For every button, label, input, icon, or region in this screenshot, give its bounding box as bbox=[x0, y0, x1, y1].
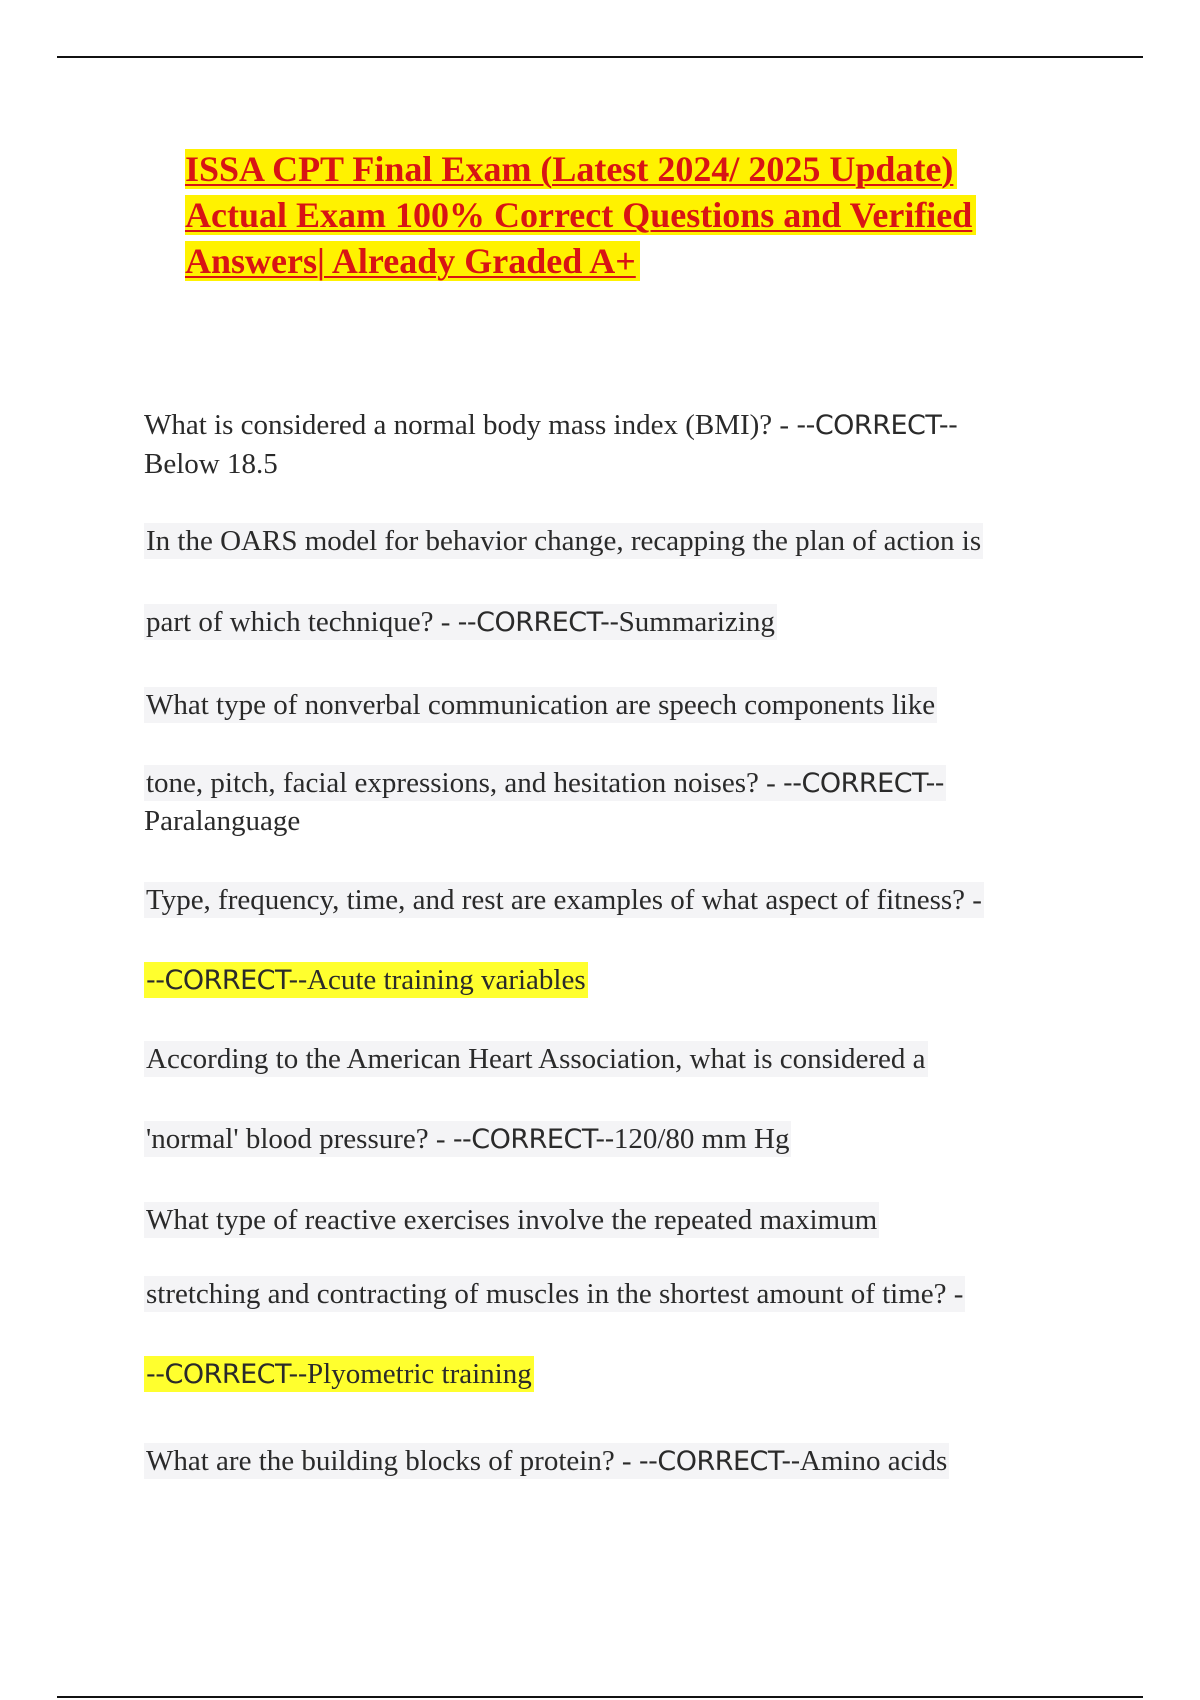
question-6: What type of reactive exercises involve the repeated maximum bbox=[146, 1204, 878, 1236]
answer-3: Paralanguage bbox=[144, 805, 301, 837]
header-rule bbox=[57, 56, 1143, 58]
question-1: What is considered a normal body mass index (BMI)? - --CORRECT-- bbox=[144, 409, 958, 441]
question-7: What are the building blocks of protein? - --CORRECT--Amino acids bbox=[146, 1445, 948, 1477]
question-2: In the OARS model for behavior change, recapping the plan of action is bbox=[146, 525, 982, 557]
title-line-1: ISSA CPT Final Exam (Latest 2024/ 2025 Update) bbox=[185, 146, 1085, 192]
question-3: What type of nonverbal communication are speech components like bbox=[146, 689, 936, 721]
title-line-3: Answers| Already Graded A+ bbox=[185, 238, 1085, 284]
question-4: Type, frequency, time, and rest are examples of what aspect of fitness? - bbox=[146, 884, 982, 916]
document-title bbox=[185, 146, 1085, 284]
question-5: According to the American Heart Association, what is considered a bbox=[146, 1043, 926, 1075]
footer-rule bbox=[57, 1696, 1143, 1698]
question-3-cont: tone, pitch, facial expressions, and hesitation noises? - --CORRECT-- bbox=[146, 767, 945, 799]
question-2-cont: part of which technique? - --CORRECT--Summarizing bbox=[146, 606, 775, 638]
title-line-2: Actual Exam 100% Correct Questions and Verified bbox=[185, 192, 1085, 238]
answer-4: --CORRECT--Acute training variables bbox=[146, 964, 586, 996]
question-5-cont: 'normal' blood pressure? - --CORRECT--120/80 mm Hg bbox=[146, 1123, 790, 1155]
answer-6: --CORRECT--Plyometric training bbox=[146, 1358, 532, 1390]
answer-1: Below 18.5 bbox=[144, 448, 278, 480]
question-6-cont: stretching and contracting of muscles in the shortest amount of time? - bbox=[146, 1278, 964, 1310]
